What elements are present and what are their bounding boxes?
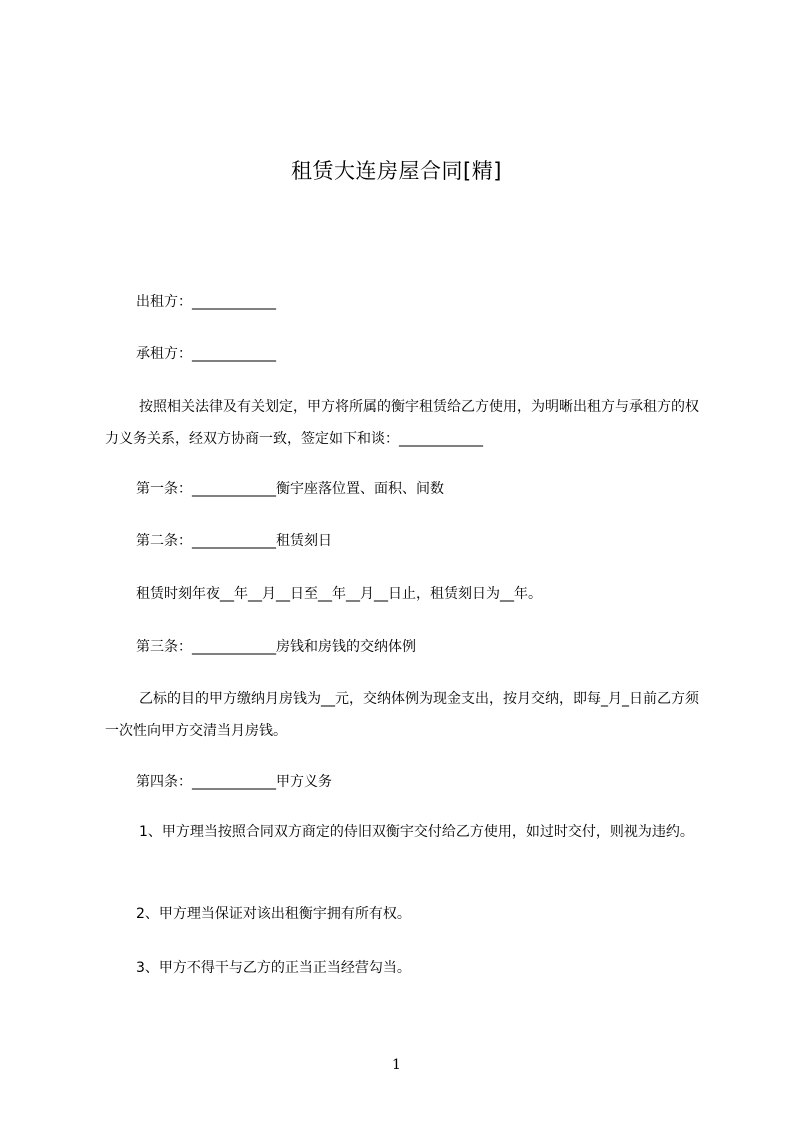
document-title: 租赁大连房屋合同[精]: [291, 159, 502, 184]
article-3-heading: 第三条：____________房钱和房钱的交纳体例: [136, 639, 416, 655]
page-number: 1: [392, 1057, 401, 1073]
rent-payment-paragraph: 乙标的目的甲方缴纳月房钱为__元，交纳体例为现金支出，按月交纳，即每_月_日前乙方须一次性向甲方交清当月房钱。: [105, 691, 699, 739]
article-1-heading: 第一条：____________衡宇座落位置、面积、间数: [136, 481, 444, 497]
lessor-line: 出租方：____________: [136, 294, 276, 310]
lessee-line: 承租方：____________: [136, 346, 276, 362]
obligation-item-2: 2、甲方理当保证对该出租衡宇拥有所有权。: [136, 906, 411, 922]
lease-term-paragraph: 租赁时刻年夜__年__月__日至__年__月__日止，租赁刻日为__年。: [136, 586, 542, 602]
preamble-paragraph: 按照相关法律及有关划定，甲方将所属的衡宇租赁给乙方使用，为明晰出租方与承租方的权力义务关系，经双方协商一致，签定如下和谈：____________: [105, 399, 699, 447]
obligation-item-3: 3、甲方不得干与乙方的正当正当经营勾当。: [136, 960, 411, 976]
article-4-heading: 第四条：____________甲方义务: [136, 774, 332, 790]
article-2-heading: 第二条：____________租赁刻日: [136, 533, 332, 549]
obligation-item-1: 1、甲方理当按照合同双方商定的侍旧双衡宇交付给乙方使用，如过时交付，则视为违约。: [139, 824, 694, 840]
